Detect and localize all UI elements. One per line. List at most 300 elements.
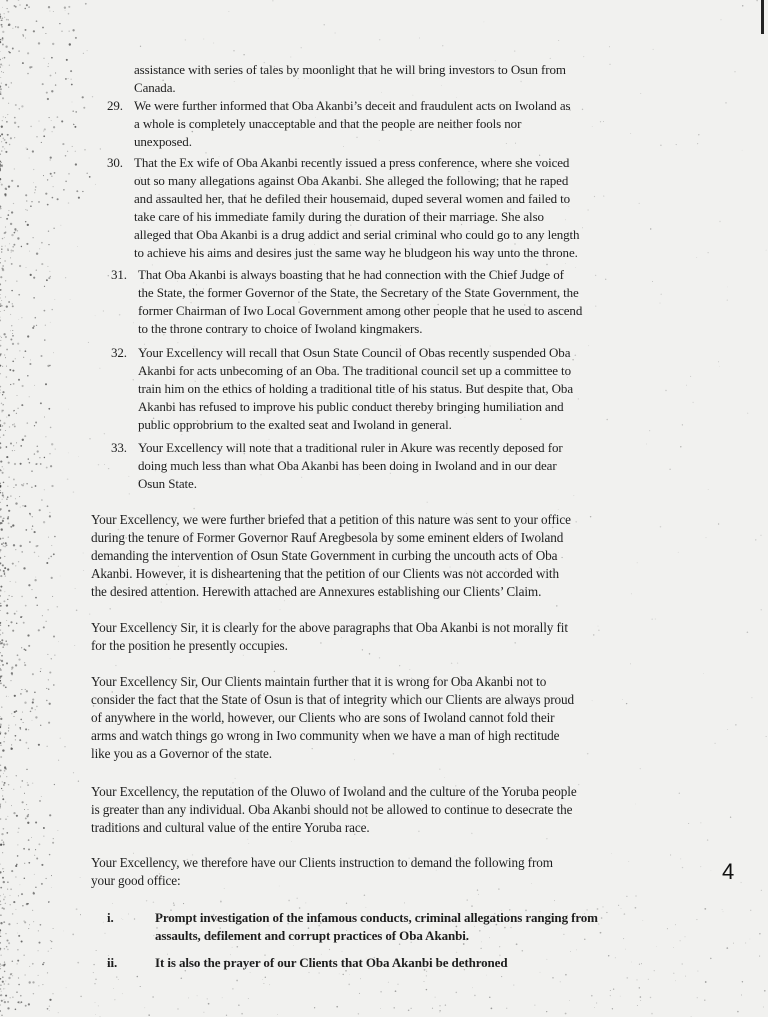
scan-speck bbox=[10, 997, 11, 998]
scan-speck bbox=[26, 903, 28, 905]
scan-speck bbox=[1, 1015, 2, 1016]
scan-speck bbox=[46, 467, 48, 469]
scan-speck bbox=[756, 0, 757, 1]
scan-speck bbox=[8, 462, 10, 464]
scan-speck bbox=[0, 569, 1, 571]
scan-speck bbox=[0, 258, 1, 259]
scan-speck bbox=[284, 600, 285, 601]
scan-speck bbox=[3, 881, 5, 883]
scan-speck bbox=[25, 649, 27, 651]
scan-speck bbox=[0, 206, 1, 208]
scan-speck bbox=[719, 366, 720, 367]
scan-speck bbox=[3, 868, 4, 869]
scan-speck bbox=[304, 78, 305, 79]
scan-speck bbox=[33, 325, 35, 327]
scan-speck bbox=[0, 562, 1, 564]
scan-speck bbox=[750, 939, 751, 940]
scan-speck bbox=[51, 948, 52, 949]
scan-speck bbox=[11, 973, 12, 974]
scan-speck bbox=[626, 977, 628, 979]
scan-speck bbox=[606, 419, 608, 421]
scan-speck bbox=[504, 927, 506, 929]
scan-speck bbox=[635, 895, 636, 896]
scan-speck bbox=[21, 647, 22, 648]
scan-speck bbox=[0, 386, 1, 388]
scan-speck bbox=[4, 766, 6, 768]
scan-speck bbox=[439, 1010, 441, 1012]
scan-speck bbox=[43, 827, 45, 829]
scan-speck bbox=[676, 144, 677, 145]
scan-speck bbox=[25, 8, 26, 9]
scan-speck bbox=[1, 1000, 3, 1002]
scan-speck bbox=[29, 158, 30, 159]
item-text-line: Your Excellency will note that a traditional ruler in Akure was recently deposed for bbox=[138, 440, 563, 455]
scan-speck bbox=[514, 50, 515, 51]
scan-speck bbox=[646, 444, 647, 445]
scan-speck bbox=[29, 966, 30, 967]
scan-speck bbox=[0, 844, 2, 846]
scan-speck bbox=[465, 417, 466, 418]
scan-speck bbox=[25, 194, 27, 196]
scan-speck bbox=[16, 623, 17, 624]
scan-speck bbox=[21, 317, 22, 318]
scan-speck bbox=[520, 81, 521, 82]
scan-speck bbox=[11, 667, 13, 669]
scan-speck bbox=[0, 716, 1, 717]
scan-speck bbox=[575, 354, 577, 356]
scan-speck bbox=[49, 671, 51, 673]
scan-speck bbox=[24, 649, 26, 651]
scan-speck bbox=[13, 544, 15, 546]
scan-speck bbox=[16, 413, 17, 414]
item-text-line: the State, the former Governor of the State, the Secretary of the State Government, the bbox=[138, 285, 579, 300]
scan-speck bbox=[27, 784, 29, 786]
scan-speck bbox=[501, 976, 502, 977]
scan-speck bbox=[21, 246, 22, 247]
scan-speck bbox=[26, 483, 27, 484]
scan-speck bbox=[0, 603, 1, 604]
scan-speck bbox=[269, 984, 270, 985]
scan-speck bbox=[2, 31, 4, 33]
scan-speck bbox=[6, 499, 7, 500]
scan-speck bbox=[0, 425, 1, 427]
scan-speck bbox=[213, 43, 214, 44]
demand-text-line: assaults, defilement and corrupt practices of Oba Akanbi. bbox=[155, 928, 469, 943]
scan-speck bbox=[3, 741, 4, 742]
scan-speck bbox=[0, 283, 1, 285]
scan-speck bbox=[115, 665, 116, 666]
scan-speck bbox=[516, 943, 518, 945]
scan-speck bbox=[0, 963, 1, 964]
scan-speck bbox=[630, 133, 631, 134]
scan-speck bbox=[40, 924, 42, 926]
scan-speck bbox=[48, 558, 49, 559]
scan-speck bbox=[650, 228, 651, 229]
scan-speck bbox=[21, 941, 23, 943]
scan-speck bbox=[34, 425, 35, 426]
scan-speck bbox=[499, 946, 500, 947]
scan-speck bbox=[82, 96, 84, 98]
item-text-line: doing much less than what Oba Akanbi has been doing in Iwoland and in our dear bbox=[138, 458, 557, 473]
scan-speck bbox=[7, 604, 8, 605]
scan-speck bbox=[83, 570, 84, 571]
scan-speck bbox=[3, 828, 5, 830]
scan-speck bbox=[78, 197, 80, 199]
scan-speck bbox=[0, 424, 1, 425]
scan-speck bbox=[19, 350, 20, 351]
scan-speck bbox=[11, 805, 12, 806]
scan-speck bbox=[0, 469, 1, 470]
scan-speck bbox=[3, 545, 4, 546]
scan-speck bbox=[25, 37, 26, 38]
scan-speck bbox=[439, 1012, 440, 1013]
scan-speck bbox=[8, 210, 9, 211]
continuation-line: Canada. bbox=[134, 80, 176, 95]
scan-speck bbox=[0, 731, 1, 733]
scan-speck bbox=[15, 735, 17, 737]
scan-speck bbox=[19, 739, 21, 741]
scan-speck bbox=[73, 123, 74, 124]
scan-speck bbox=[2, 877, 4, 879]
scan-speck bbox=[0, 86, 1, 88]
scan-speck bbox=[5, 117, 6, 118]
scan-speck bbox=[761, 890, 762, 891]
scan-speck bbox=[697, 997, 698, 998]
scan-speck bbox=[224, 888, 225, 889]
scan-speck bbox=[42, 27, 44, 29]
scan-speck bbox=[13, 383, 15, 385]
scan-speck bbox=[35, 189, 36, 190]
scan-speck bbox=[32, 150, 34, 152]
scan-speck bbox=[0, 345, 1, 347]
scan-speck bbox=[28, 928, 29, 929]
scan-speck bbox=[0, 803, 1, 804]
scan-speck bbox=[8, 522, 10, 524]
scan-speck bbox=[50, 276, 52, 278]
scan-speck bbox=[1, 164, 3, 166]
scan-speck bbox=[7, 486, 8, 487]
scan-speck bbox=[181, 434, 182, 435]
scan-speck bbox=[235, 778, 236, 779]
scan-speck bbox=[41, 142, 42, 143]
scan-speck bbox=[44, 286, 45, 287]
scan-speck bbox=[16, 775, 17, 776]
scan-speck bbox=[24, 662, 25, 663]
scan-speck bbox=[207, 998, 208, 999]
scan-speck bbox=[41, 263, 43, 265]
scan-speck bbox=[18, 379, 20, 381]
scan-speck bbox=[76, 190, 78, 192]
scan-speck bbox=[362, 649, 363, 650]
scan-speck bbox=[489, 937, 490, 938]
scan-speck bbox=[357, 137, 358, 138]
scan-speck bbox=[0, 437, 1, 438]
scan-speck bbox=[381, 92, 382, 93]
scan-speck bbox=[0, 365, 1, 367]
scan-speck bbox=[37, 450, 39, 452]
scan-speck bbox=[1, 522, 3, 524]
scan-speck bbox=[471, 905, 472, 906]
scan-speck bbox=[2, 466, 3, 467]
scan-speck bbox=[49, 854, 50, 855]
scan-speck bbox=[32, 720, 33, 721]
scan-speck bbox=[25, 974, 26, 975]
scan-speck bbox=[0, 622, 1, 624]
scan-speck bbox=[53, 838, 54, 839]
scan-speck bbox=[0, 41, 1, 43]
scan-speck bbox=[2, 410, 4, 412]
scan-speck bbox=[624, 913, 626, 915]
scan-speck bbox=[65, 277, 66, 278]
scan-speck bbox=[6, 456, 8, 458]
scan-speck bbox=[27, 782, 28, 783]
scan-speck bbox=[51, 577, 53, 579]
scan-speck bbox=[133, 322, 134, 323]
scan-speck bbox=[3, 72, 4, 73]
scan-speck bbox=[623, 938, 624, 939]
scan-speck bbox=[648, 979, 649, 980]
scan-speck bbox=[103, 310, 104, 311]
scan-speck bbox=[44, 416, 45, 417]
scan-speck bbox=[342, 951, 343, 952]
scan-speck bbox=[369, 653, 370, 654]
scan-speck bbox=[1, 411, 2, 412]
scan-speck bbox=[4, 354, 5, 355]
scan-speck bbox=[2, 646, 4, 648]
scan-speck bbox=[635, 907, 637, 909]
scan-speck bbox=[3, 434, 5, 436]
scan-speck bbox=[565, 219, 566, 220]
scan-speck bbox=[737, 1011, 739, 1013]
scan-speck bbox=[43, 521, 45, 523]
scan-speck bbox=[8, 696, 9, 697]
scan-speck bbox=[1, 141, 2, 142]
scan-speck bbox=[2, 44, 4, 46]
scan-speck bbox=[11, 290, 12, 291]
scan-speck bbox=[682, 963, 683, 964]
scan-speck bbox=[30, 126, 32, 128]
scan-speck bbox=[280, 609, 281, 610]
scan-speck bbox=[745, 943, 746, 944]
scan-speck bbox=[628, 861, 629, 862]
scan-speck bbox=[53, 635, 55, 637]
scan-speck bbox=[58, 760, 59, 761]
scan-speck bbox=[10, 223, 12, 225]
scan-speck bbox=[49, 512, 50, 513]
scan-speck bbox=[2, 564, 3, 565]
scan-speck bbox=[424, 981, 425, 982]
scan-speck bbox=[13, 487, 14, 488]
scan-speck bbox=[0, 492, 1, 494]
scan-speck bbox=[358, 1013, 359, 1014]
scan-speck bbox=[54, 784, 55, 785]
scan-speck bbox=[8, 725, 9, 726]
scan-speck bbox=[610, 995, 611, 996]
scan-speck bbox=[1, 20, 2, 21]
scan-speck bbox=[2, 538, 4, 540]
scan-speck bbox=[0, 442, 1, 444]
scan-speck bbox=[511, 927, 512, 928]
scan-speck bbox=[0, 765, 1, 766]
scan-speck bbox=[359, 993, 360, 994]
scan-speck bbox=[51, 90, 53, 92]
scan-speck bbox=[68, 13, 70, 15]
scan-speck bbox=[710, 958, 712, 960]
scan-speck bbox=[0, 677, 1, 679]
scan-speck bbox=[1, 655, 3, 657]
scan-speck bbox=[675, 980, 676, 981]
scan-speck bbox=[68, 173, 69, 174]
scan-speck bbox=[1, 251, 2, 252]
page-number: 4 bbox=[722, 859, 735, 884]
scan-speck bbox=[0, 420, 1, 422]
scan-speck bbox=[220, 900, 221, 901]
scan-speck bbox=[121, 918, 122, 919]
scan-speck bbox=[8, 784, 9, 785]
scan-speck bbox=[2, 120, 3, 121]
scan-speck bbox=[2, 518, 3, 519]
scan-speck bbox=[6, 189, 7, 190]
scan-speck bbox=[601, 917, 603, 919]
scan-speck bbox=[0, 88, 2, 90]
scan-speck bbox=[0, 516, 2, 518]
scan-speck bbox=[12, 246, 14, 248]
scan-speck bbox=[4, 1001, 6, 1003]
scan-speck bbox=[0, 429, 1, 431]
scan-speck bbox=[684, 936, 685, 937]
scan-speck bbox=[50, 427, 52, 429]
scan-speck bbox=[12, 563, 14, 565]
scan-speck bbox=[2, 146, 4, 148]
scan-speck bbox=[13, 411, 14, 412]
scan-speck bbox=[611, 853, 612, 854]
scan-speck bbox=[319, 972, 320, 973]
scan-speck bbox=[35, 463, 37, 465]
scan-speck bbox=[3, 518, 4, 519]
scan-speck bbox=[650, 997, 651, 998]
scan-speck bbox=[610, 990, 611, 991]
scan-speck bbox=[15, 1009, 17, 1011]
scan-speck bbox=[673, 947, 674, 948]
scan-speck bbox=[427, 502, 428, 503]
scan-speck bbox=[14, 613, 16, 615]
scan-speck bbox=[730, 817, 731, 818]
scan-speck bbox=[41, 883, 43, 885]
scan-speck bbox=[26, 147, 27, 148]
scan-speck bbox=[232, 947, 233, 948]
scan-speck bbox=[46, 878, 47, 879]
scan-speck bbox=[388, 982, 389, 983]
scan-speck bbox=[700, 866, 701, 867]
scan-speck bbox=[618, 905, 619, 906]
scan-speck bbox=[6, 620, 7, 621]
scan-speck bbox=[27, 335, 29, 337]
scan-speck bbox=[0, 652, 1, 653]
scan-speck bbox=[763, 1006, 764, 1007]
scan-speck bbox=[8, 537, 9, 538]
scan-speck bbox=[563, 934, 564, 935]
scan-speck bbox=[0, 262, 1, 263]
scan-speck bbox=[8, 24, 10, 26]
scan-speck bbox=[129, 493, 130, 494]
scan-speck bbox=[640, 996, 642, 998]
scan-speck bbox=[17, 230, 18, 231]
scan-speck bbox=[15, 710, 17, 712]
scan-speck bbox=[0, 91, 1, 93]
scan-speck bbox=[248, 998, 249, 999]
scan-speck bbox=[36, 253, 38, 255]
scan-speck bbox=[83, 53, 84, 54]
scan-speck bbox=[0, 18, 1, 19]
scan-speck bbox=[0, 808, 1, 809]
scan-speck bbox=[714, 743, 715, 744]
scan-speck bbox=[6, 366, 7, 367]
scan-speck bbox=[565, 1013, 567, 1015]
scan-speck bbox=[16, 963, 17, 964]
scan-speck bbox=[5, 819, 6, 820]
scan-speck bbox=[112, 903, 113, 904]
scan-speck bbox=[0, 742, 1, 744]
scan-speck bbox=[33, 169, 34, 170]
scan-speck bbox=[0, 932, 1, 933]
scan-speck bbox=[51, 875, 52, 876]
scan-speck bbox=[15, 664, 17, 666]
scan-speck bbox=[19, 727, 21, 729]
scan-speck bbox=[735, 724, 736, 725]
scan-speck bbox=[6, 0, 8, 2]
scan-speck bbox=[3, 482, 5, 484]
scan-speck bbox=[2, 404, 4, 406]
scan-speck bbox=[22, 801, 24, 803]
scan-speck bbox=[4, 237, 5, 238]
scan-speck bbox=[9, 426, 10, 427]
scan-speck bbox=[19, 265, 21, 267]
scan-speck bbox=[708, 489, 709, 490]
scan-speck bbox=[654, 970, 655, 971]
scan-speck bbox=[51, 485, 53, 487]
scan-speck bbox=[2, 265, 3, 266]
scan-speck bbox=[0, 929, 1, 931]
scan-speck bbox=[1, 833, 3, 835]
scan-speck bbox=[140, 46, 141, 47]
scan-speck bbox=[747, 413, 748, 414]
scan-speck bbox=[596, 1003, 597, 1004]
scan-speck bbox=[75, 37, 77, 39]
scan-speck bbox=[680, 446, 681, 447]
scan-speck bbox=[12, 975, 13, 976]
scan-speck bbox=[6, 662, 8, 664]
scan-speck bbox=[22, 485, 24, 487]
paragraph-line: Your Excellency, we therefore have our Clients instruction to demand the following from bbox=[91, 855, 553, 870]
scan-speck bbox=[0, 163, 1, 165]
scan-speck bbox=[49, 271, 50, 272]
scan-speck bbox=[722, 909, 723, 910]
scan-speck bbox=[237, 946, 239, 948]
scan-speck bbox=[119, 314, 121, 316]
scan-speck bbox=[262, 979, 263, 980]
scan-speck bbox=[513, 985, 514, 986]
scan-speck bbox=[34, 692, 36, 694]
scan-speck bbox=[5, 280, 6, 281]
scan-speck bbox=[639, 987, 640, 988]
scan-speck bbox=[0, 683, 2, 685]
scan-speck bbox=[73, 491, 74, 492]
scan-speck bbox=[5, 357, 6, 358]
scan-speck bbox=[34, 855, 35, 856]
scan-speck bbox=[26, 804, 27, 805]
scan-speck bbox=[13, 445, 14, 446]
scan-speck bbox=[45, 33, 46, 34]
